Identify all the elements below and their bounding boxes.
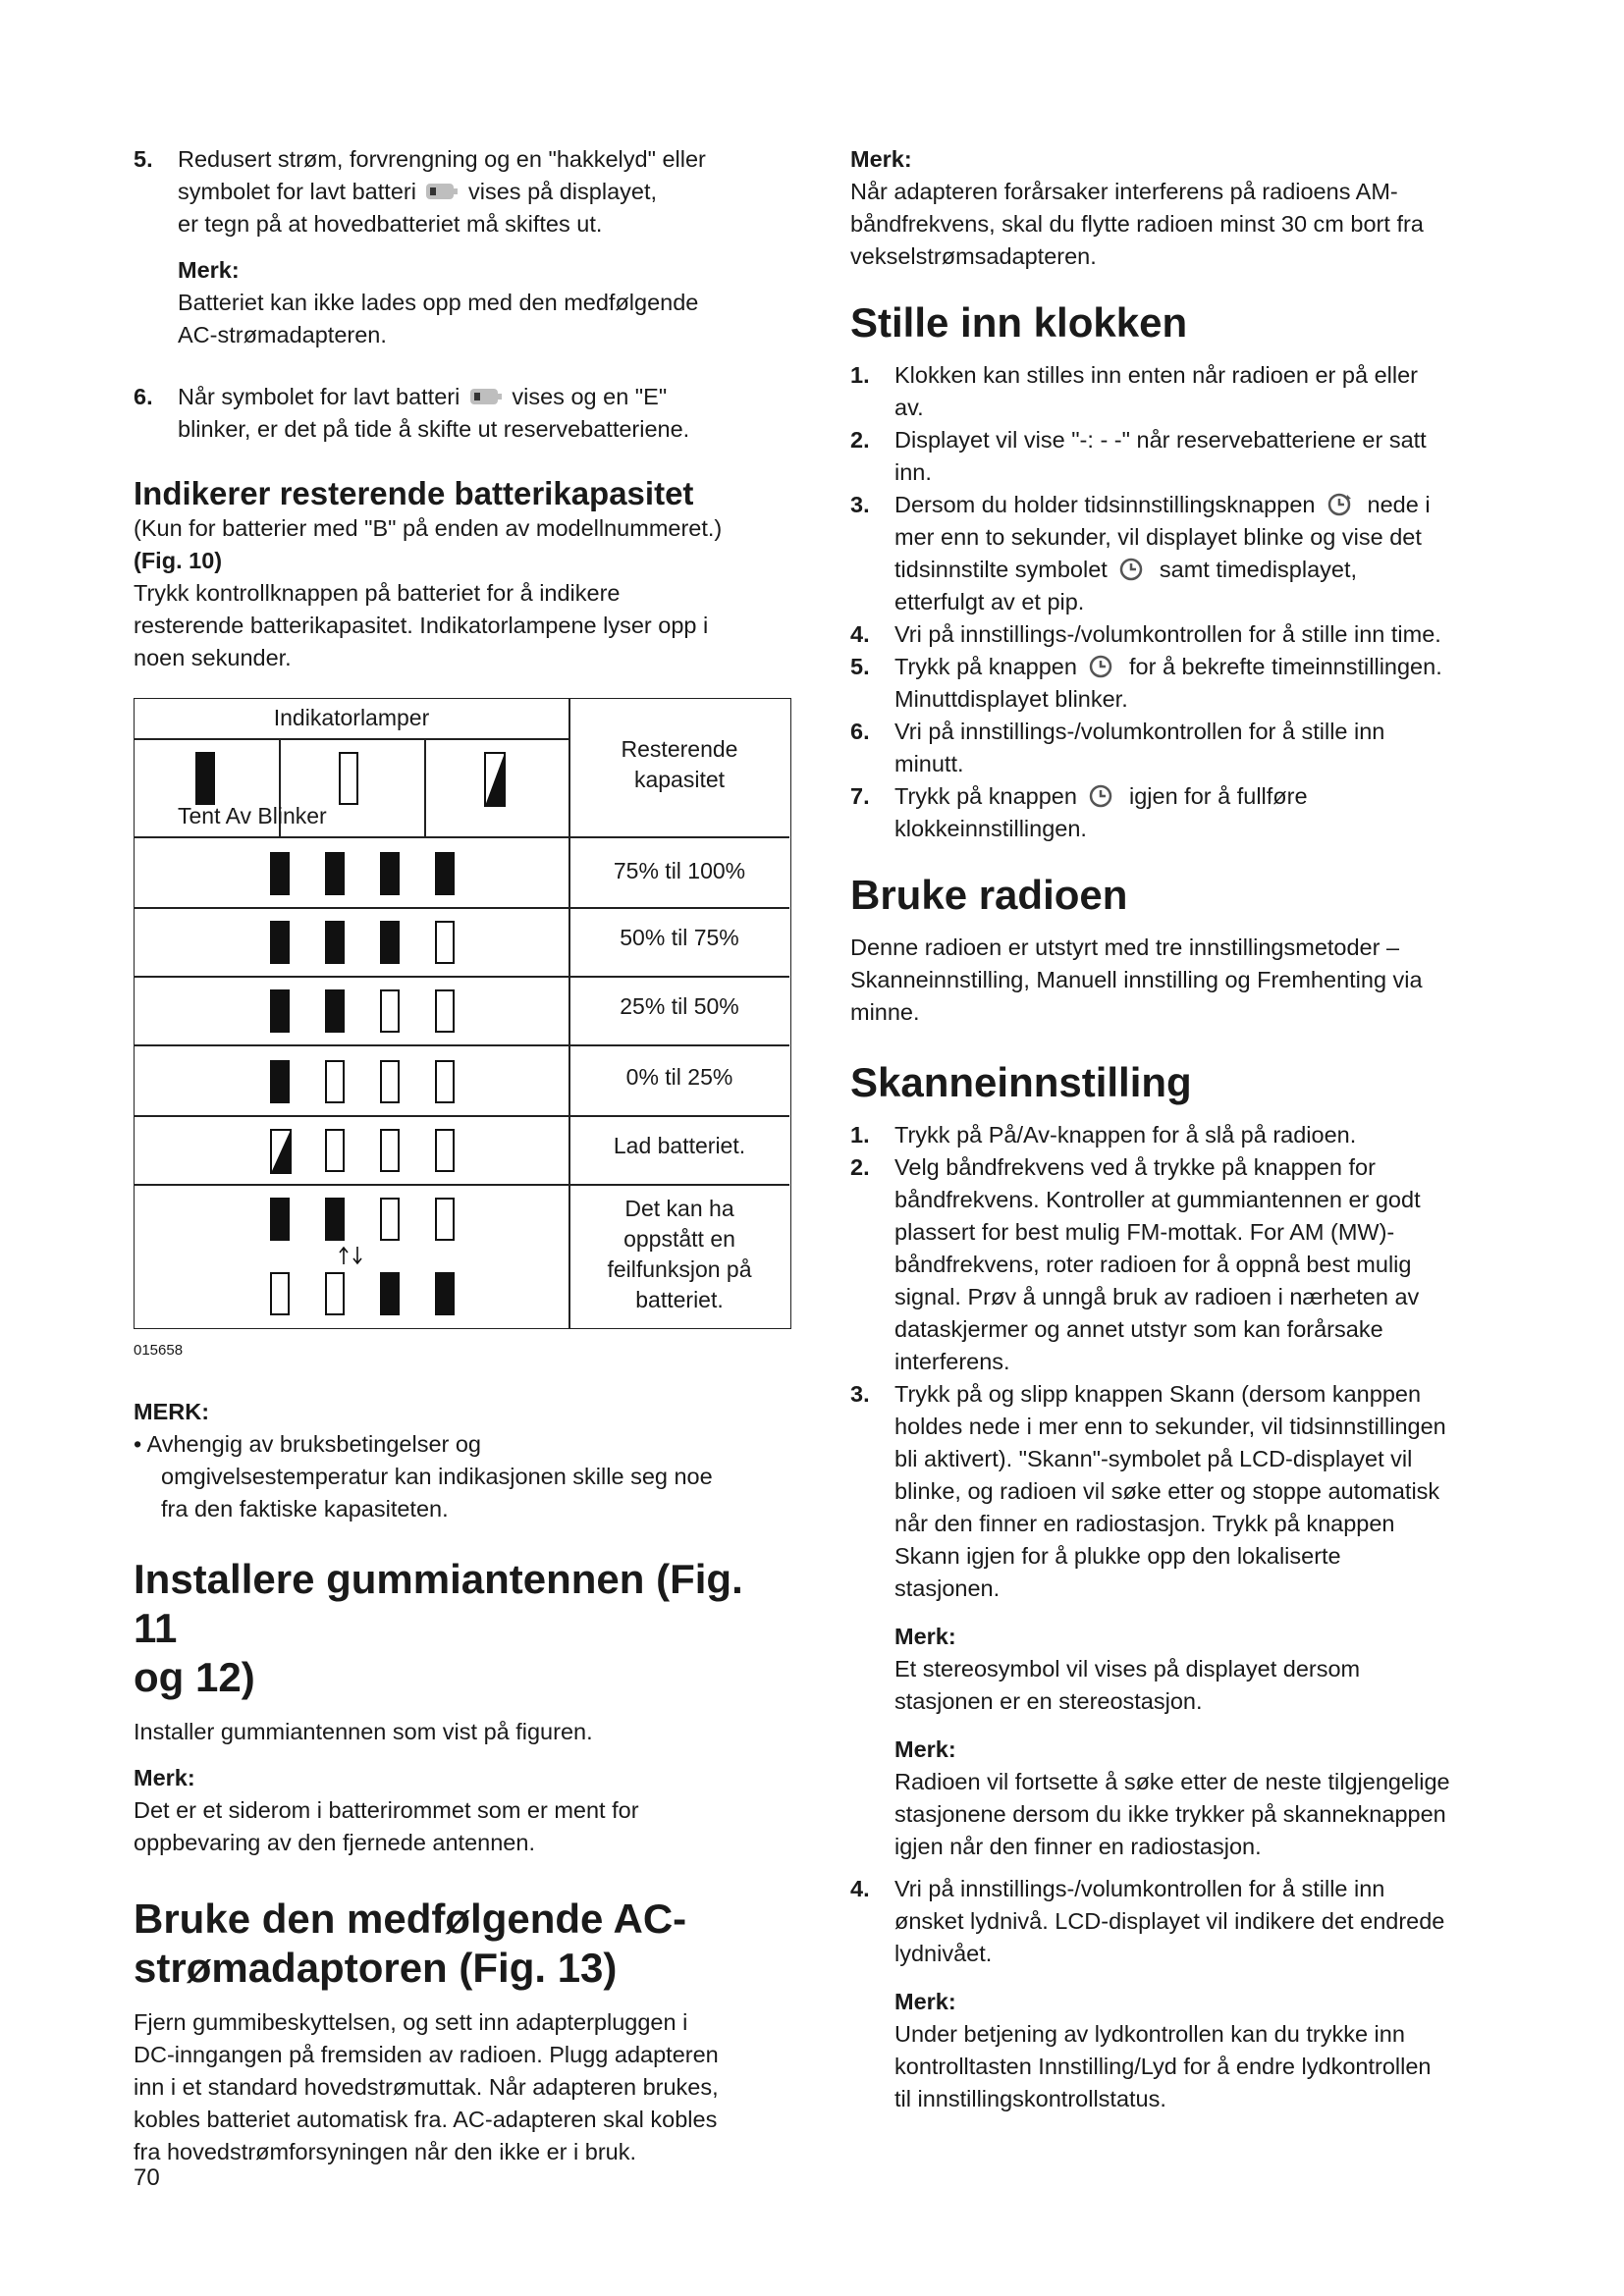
item-number: 2. — [850, 1154, 870, 1180]
item-number: 1. — [850, 1122, 870, 1148]
note-title: Merk: — [894, 1736, 956, 1762]
note-title: Merk: — [894, 1624, 956, 1649]
list-item-5 — [134, 143, 791, 351]
item-line: for å bekrefte timeinnstillingen. — [1129, 654, 1442, 679]
note-text: stasjonen er en stereostasjon. — [894, 1688, 1203, 1714]
item-line: interferens. — [894, 1349, 1010, 1374]
note-text: stasjonene dersom du ikke trykker på skanneknappen — [894, 1801, 1446, 1827]
list-item — [850, 1151, 1508, 1378]
section-heading-adapter: strømadaptoren (Fig. 13) — [134, 1945, 618, 1991]
battery-indicator-table — [134, 698, 791, 1329]
section-heading-radio: Bruke radioen — [850, 872, 1128, 918]
body-text: (Kun for batterier med "B" på enden av modellnummeret.) — [134, 515, 723, 541]
lamp-lit-icon — [325, 852, 345, 895]
table-divider — [135, 1115, 789, 1117]
item-line: bli aktivert). "Skann"-symbolet på LCD-displayet vil — [894, 1446, 1413, 1471]
lamp-off-icon — [270, 1272, 290, 1315]
table-header-capacity — [570, 734, 788, 795]
table-divider — [135, 738, 568, 740]
list-item-6 — [134, 381, 791, 446]
note-text: oppbevaring av den fjernede antennen. — [134, 1830, 535, 1855]
capacity-value: 75% til 100% — [613, 858, 746, 883]
list-item — [850, 651, 1508, 716]
lamp-off-icon — [435, 1129, 455, 1172]
item-line: Trykk på og slipp knappen Skann (dersom kanppen — [894, 1381, 1422, 1407]
lamp-lit-icon — [380, 1272, 400, 1315]
capacity-value: 0% til 25% — [625, 1064, 733, 1090]
note-title: Merk: — [850, 146, 912, 172]
item-line: igjen for å fullføre — [1129, 783, 1308, 809]
lamp-off-icon — [325, 1272, 345, 1315]
item-number: 6. — [850, 719, 870, 744]
note-text: AC-strømadapteren. — [178, 322, 387, 347]
item-text — [178, 208, 791, 240]
list-item — [850, 424, 1508, 489]
lamp-off-icon — [380, 989, 400, 1033]
item-number: 5. — [850, 654, 870, 679]
item-line: lydnivået. — [894, 1941, 993, 1966]
fault-description — [570, 1194, 788, 1315]
note-text: Når adapteren forårsaker interferens på radioens AM- — [850, 179, 1398, 204]
alternating-arrows-icon — [336, 1245, 365, 1266]
lamp-off-icon — [325, 1060, 345, 1103]
note-text: Batteriet kan ikke lades opp med den medfølgende — [178, 290, 699, 315]
lamp-off-icon — [435, 989, 455, 1033]
lamp-off-icon — [380, 1198, 400, 1241]
item-line: etterfulgt av et pip. — [894, 589, 1085, 614]
item-line: samt timedisplayet, — [1159, 557, 1358, 582]
lamp-lit-icon — [325, 989, 345, 1033]
item-line: tidsinnstilte symbolet — [894, 557, 1108, 582]
note-text: vekselstrømsadapteren. — [850, 243, 1097, 269]
section-heading-scan: Skanneinnstilling — [850, 1059, 1192, 1105]
item-number: 5. — [134, 146, 153, 172]
body-text: resterende batterikapasitet. Indikatorlampene lyser opp i — [134, 613, 709, 638]
capacity-value: Lad batteriet. — [613, 1133, 746, 1158]
note-text: igjen når den finner en radiostasjon. — [894, 1834, 1262, 1859]
capacity-value: 25% til 50% — [620, 993, 739, 1019]
item-line: Trykk på knappen — [894, 783, 1077, 809]
list-item — [850, 1119, 1508, 1151]
note-bullet: • Avhengig av bruksbetingelser og — [134, 1431, 482, 1457]
item-line: symbolet for lavt batteri — [178, 179, 416, 204]
item-line: Vri på innstillings-/volumkontrollen for å stille inn — [894, 719, 1385, 744]
figure-reference: (Fig. 10) — [134, 548, 223, 573]
fault-line: oppstått en — [623, 1226, 735, 1252]
note-text: til innstillingskontrollstatus. — [894, 2086, 1166, 2111]
list-item — [850, 489, 1508, 618]
item-line: Trykk på På/Av-knappen for å slå på radioen. — [894, 1122, 1357, 1148]
item-line: stasjonen. — [894, 1575, 1001, 1601]
figure-id: 015658 — [134, 1342, 184, 1359]
lamp-lit-icon — [435, 1272, 455, 1315]
list-item — [850, 1378, 1508, 1863]
lamp-lit-icon — [435, 852, 455, 895]
item-line: holdes nede i mer enn to sekunder, vil tidsinnstillingen — [894, 1414, 1446, 1439]
low-battery-icon — [422, 178, 461, 205]
item-line: Vri på innstillings-/volumkontrollen for å stille inn time. — [894, 621, 1441, 647]
item-number: 3. — [850, 1381, 870, 1407]
right-column — [850, 143, 1508, 2115]
lamp-lit-icon — [325, 1198, 345, 1241]
item-line: Dersom du holder tidsinnstillingsknappen — [894, 492, 1316, 517]
body-text: Trykk kontrollknappen på batteriet for å indikere — [134, 580, 621, 606]
lamp-off-icon — [435, 1060, 455, 1103]
section-heading-antenna: og 12) — [134, 1654, 255, 1700]
fault-line: Det kan ha — [624, 1196, 734, 1221]
lamp-lit-icon — [195, 752, 215, 805]
note-text: kontrolltasten Innstilling/Lyd for å endre lydkontrollen — [894, 2054, 1432, 2079]
item-number: 7. — [850, 783, 870, 809]
fault-line: batteriet. — [635, 1287, 724, 1312]
table-divider — [135, 1044, 789, 1046]
body-text: minne. — [850, 999, 920, 1025]
lamp-lit-icon — [270, 1060, 290, 1103]
item-line: Skann igjen for å plukke opp den lokaliserte — [894, 1543, 1341, 1569]
item-line: Klokken kan stilles inn enten når radioen er på eller — [894, 362, 1418, 388]
lamp-off-icon — [380, 1060, 400, 1103]
lamp-lit-icon — [325, 921, 345, 964]
item-line: Displayet vil vise "-: - -" når reservebatteriene er satt — [894, 427, 1427, 453]
table-header-lamps: Indikatorlamper — [273, 705, 430, 730]
list-item — [850, 618, 1508, 651]
list-item — [850, 780, 1508, 845]
item-text — [178, 176, 791, 208]
lamp-off-icon — [325, 1129, 345, 1172]
item-line: plassert for best mulig FM-mottak. For AM (MW)- — [894, 1219, 1395, 1245]
item-line — [894, 780, 1508, 813]
capacity-value: 50% til 75% — [620, 925, 739, 950]
note-title: Merk: — [134, 1765, 195, 1790]
left-column — [134, 143, 791, 2168]
table-divider — [135, 907, 789, 909]
lamp-lit-icon — [380, 921, 400, 964]
section-heading-antenna: Installere gummiantennen (Fig. 11 — [134, 1556, 743, 1651]
note-text: fra den faktiske kapasiteten. — [161, 1496, 449, 1522]
list-item — [850, 1873, 1508, 2115]
body-text: Installer gummiantennen som vist på figuren. — [134, 1719, 593, 1744]
list-item — [850, 716, 1508, 780]
lamp-legend: Tent Av Blinker — [178, 803, 327, 828]
lamp-lit-icon — [270, 921, 290, 964]
item-text — [178, 381, 791, 413]
item-line: båndfrekvens, roter radioen for å oppnå best mulig — [894, 1252, 1412, 1277]
lamp-lit-icon — [270, 852, 290, 895]
fault-line: feilfunksjon på — [607, 1256, 752, 1282]
item-text — [178, 143, 791, 176]
body-text: fra hovedstrømforsyningen når den ikke er i bruk. — [134, 2139, 637, 2164]
item-line: mer enn to sekunder, vil displayet blinke og vise det — [894, 524, 1422, 550]
item-line: inn. — [894, 459, 932, 485]
item-number: 1. — [850, 362, 870, 388]
note-text: båndfrekvens, skal du flytte radioen minst 30 cm bort fra — [850, 211, 1424, 237]
item-line: er tegn på at hovedbatteriet må skiftes ut. — [178, 211, 603, 237]
table-divider — [424, 738, 426, 836]
item-text: blinker, er det på tide å skifte ut reservebatteriene. — [178, 416, 690, 442]
body-text: DC-inngangen på fremsiden av radioen. Plugg adapteren — [134, 2042, 719, 2067]
note-text: Et stereosymbol vil vises på displayet dersom — [894, 1656, 1361, 1682]
item-line: Minuttdisplayet blinker. — [894, 686, 1128, 712]
section-heading-battery: Indikerer resterende batterikapasitet — [134, 475, 694, 511]
item-line: dataskjermer og annet utstyr som kan forårsake — [894, 1316, 1383, 1342]
item-line: av. — [894, 395, 924, 420]
header-line: kapasitet — [633, 767, 726, 792]
item-line: blinke, og radioen vil søke etter og stoppe automatisk — [894, 1478, 1440, 1504]
item-line: signal. Prøv å unngå bruk av radioen i nærheten av — [894, 1284, 1420, 1309]
note-text: Under betjening av lydkontrollen kan du trykke inn — [894, 2021, 1405, 2047]
note-text: Radioen vil fortsette å søke etter de neste tilgjengelige — [894, 1769, 1450, 1794]
lamp-lit-icon — [270, 1198, 290, 1241]
lamp-lit-icon — [380, 852, 400, 895]
item-line: båndfrekvens. Kontroller at gummiantennen er godt — [894, 1187, 1421, 1212]
low-battery-icon — [466, 383, 506, 410]
item-line: klokkeinnstillingen. — [894, 816, 1087, 841]
item-line: Når symbolet for lavt batteri — [178, 384, 460, 409]
clock-set-icon — [1083, 782, 1122, 810]
body-text: Fjern gummibeskyttelsen, og sett inn adapterpluggen i — [134, 2009, 688, 2035]
item-line: Velg båndfrekvens ved å trykke på knappen for — [894, 1154, 1376, 1180]
item-line: vises på displayet, — [468, 179, 658, 204]
list-item — [850, 359, 1508, 424]
item-line: nede i — [1367, 492, 1431, 517]
item-line: vises og en "E" — [512, 384, 668, 409]
body-text: inn i et standard hovedstrømuttak. Når adapteren brukes, — [134, 2074, 719, 2100]
item-line: Redusert strøm, forvrengning og en "hakkelyd" eller — [178, 146, 706, 172]
lamp-blinking-icon — [270, 1129, 292, 1174]
item-line: når den finner en radiostasjon. Trykk på knappen — [894, 1511, 1395, 1536]
body-text: Skanneinnstilling, Manuell innstilling og Fremhenting via — [850, 967, 1423, 992]
body-text: noen sekunder. — [134, 645, 292, 670]
clock-set-icon — [1322, 491, 1361, 518]
item-line: minutt. — [894, 751, 964, 776]
header-line: Resterende — [621, 736, 738, 762]
item-number: 4. — [850, 1876, 870, 1901]
table-divider — [135, 1184, 789, 1186]
lamp-off-icon — [339, 752, 358, 805]
page-number: 70 — [134, 2164, 160, 2191]
table-divider — [135, 836, 789, 838]
body-text: Denne radioen er utstyrt med tre innstillingsmetoder – — [850, 934, 1400, 960]
item-number: 3. — [850, 492, 870, 517]
note-text: omgivelsestemperatur kan indikasjonen skille seg noe — [161, 1464, 713, 1489]
item-number: 4. — [850, 621, 870, 647]
item-line — [894, 554, 1508, 586]
lamp-off-icon — [380, 1129, 400, 1172]
item-line: ønsket lydnivå. LCD-displayet vil indikere det endrede — [894, 1908, 1445, 1934]
note-title: Merk: — [178, 257, 240, 283]
note-title: MERK: — [134, 1399, 210, 1424]
body-text: kobles batteriet automatisk fra. AC-adapteren skal kobles — [134, 2107, 718, 2132]
item-number: 2. — [850, 427, 870, 453]
section-heading-clock: Stille inn klokken — [850, 299, 1188, 346]
table-divider — [135, 976, 789, 978]
clock-set-icon — [1113, 556, 1153, 583]
item-line — [894, 651, 1508, 683]
lamp-off-icon — [435, 1198, 455, 1241]
item-line: Vri på innstillings-/volumkontrollen for å stille inn — [894, 1876, 1385, 1901]
item-number: 6. — [134, 384, 153, 409]
clock-set-icon — [1083, 653, 1122, 680]
note-title: Merk: — [894, 1989, 956, 2014]
note-text: Det er et siderom i batterirommet som er ment for — [134, 1797, 639, 1823]
item-line: Trykk på knappen — [894, 654, 1077, 679]
lamp-lit-icon — [270, 989, 290, 1033]
section-heading-adapter: Bruke den medfølgende AC- — [134, 1896, 687, 1942]
item-line — [894, 489, 1508, 521]
lamp-blinking-icon — [484, 752, 506, 807]
lamp-off-icon — [435, 921, 455, 964]
